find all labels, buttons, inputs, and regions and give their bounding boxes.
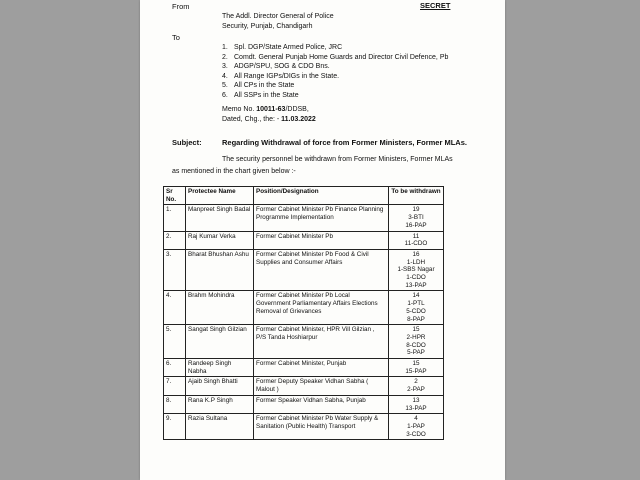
table-header-row	[164, 187, 444, 205]
withdrawn-line: 14	[412, 292, 420, 300]
withdrawn-line: 1-CDO	[406, 274, 426, 282]
withdrawn-line: 15-PAP	[405, 367, 427, 375]
recipient-item	[222, 53, 448, 63]
cell-withdrawn	[389, 395, 444, 413]
table-row	[164, 359, 444, 377]
recipient-text: All SSPs in the State	[234, 91, 299, 99]
cell-name: Raj Kumar Verka	[186, 231, 254, 249]
from-address	[222, 12, 334, 31]
cell-sr: 2.	[164, 231, 186, 249]
table-row	[164, 205, 444, 231]
withdrawn-line: 3-BTI	[408, 214, 424, 222]
dated-value: 11.03.2022	[281, 115, 316, 123]
header-to-be-withdrawn: To be withdrawn	[389, 187, 444, 205]
cell-sr: 6.	[164, 359, 186, 377]
recipient-item	[222, 72, 448, 82]
recipient-list	[222, 43, 448, 100]
memo-line	[222, 105, 316, 115]
cell-sr: 7.	[164, 377, 186, 395]
subject-label: Subject:	[172, 138, 202, 147]
recipient-text: All CPs in the State	[234, 82, 295, 89]
cell-name: Bharat Bhushan Ashu	[186, 249, 254, 291]
cell-position: Former Cabinet Minister Pb Finance Planning Programme Implementation	[254, 205, 389, 231]
withdrawn-line: 2-PAP	[407, 386, 425, 394]
withdrawn-line: 15	[412, 360, 420, 368]
withdrawn-line: 3-CDO	[406, 430, 426, 438]
recipient-item	[222, 62, 448, 72]
table-row	[164, 291, 444, 325]
recipient-item	[222, 91, 448, 101]
cell-name: Rana K.P Singh	[186, 395, 254, 413]
recipient-number: 2.	[222, 53, 228, 61]
memo-prefix: Memo No.	[222, 106, 255, 113]
from-line-1: The Addl. Director General of Police	[222, 13, 334, 20]
cell-name: Brahm Mohindra	[186, 291, 254, 325]
withdrawn-line: 13-PAP	[405, 281, 427, 289]
withdrawn-line: 11	[412, 232, 420, 240]
cell-sr: 5.	[164, 325, 186, 359]
recipient-text: All Range IGPs/DIGs in the State.	[234, 72, 340, 80]
cell-name: Ajaib Singh Bhatti	[186, 377, 254, 395]
cell-withdrawn	[389, 414, 444, 440]
header-protectee-name: Protectee Name	[186, 187, 254, 205]
table-row	[164, 414, 444, 440]
recipient-text: ADGP/SPU, SOG & CDO Bns.	[234, 63, 330, 70]
cell-sr: 3.	[164, 249, 186, 291]
withdrawn-line: 16-PAP	[405, 221, 427, 229]
table-row	[164, 231, 444, 249]
withdrawn-line: 15	[412, 326, 420, 334]
recipient-text: Comdt. General Punjab Home Guards and Director Civil Defence, Pb	[234, 53, 449, 61]
cell-withdrawn	[389, 291, 444, 325]
recipient-number: 3.	[222, 63, 228, 70]
memo-number: 10011-63	[256, 106, 286, 113]
withdrawn-line: 4	[414, 415, 418, 423]
cell-position: Former Cabinet Minister Pb Local Government Parliamentary Affairs Elections Removal of Grievances	[254, 291, 389, 325]
dated-line	[222, 115, 316, 125]
table-row	[164, 325, 444, 359]
cell-withdrawn	[389, 249, 444, 291]
document-page	[140, 0, 505, 480]
cell-name: Randeep Singh Nabha	[186, 359, 254, 377]
cell-position: Former Cabinet Minister, Punjab	[254, 359, 389, 377]
header-position: Position/Designation	[254, 187, 389, 205]
cell-name: Manpreet Singh Badal	[186, 205, 254, 231]
body-line-1: The security personnel be withdrawn from Former Ministers, Former MLAs	[222, 156, 453, 163]
withdrawn-line: 11-CDO	[404, 240, 428, 248]
withdrawn-line: 1-PTL	[407, 300, 425, 308]
cell-position: Former Deputy Speaker Vidhan Sabha ( Malout )	[254, 377, 389, 395]
withdrawn-line: 8-CDO	[406, 341, 426, 349]
withdrawn-line: 1-PAP	[407, 422, 425, 430]
cell-sr: 1.	[164, 205, 186, 231]
recipient-item	[222, 81, 448, 91]
recipient-text: Spl. DGP/State Armed Police, JRC	[234, 44, 343, 51]
cell-withdrawn	[389, 377, 444, 395]
to-label: To	[172, 33, 180, 42]
withdrawn-line: 1-SBS Nagar	[397, 266, 435, 274]
cell-withdrawn	[389, 231, 444, 249]
dated-prefix: Dated, Chg., the: -	[222, 115, 280, 123]
memo-block	[222, 105, 316, 124]
withdrawn-line: 13	[412, 396, 420, 404]
table-row	[164, 377, 444, 395]
recipient-number: 4.	[222, 72, 228, 80]
withdrawn-line: 19	[412, 206, 420, 214]
cell-withdrawn	[389, 359, 444, 377]
cell-position: Former Cabinet Minister Pb Food & Civil Supplies and Consumer Affairs	[254, 249, 389, 291]
cell-withdrawn	[389, 325, 444, 359]
withdrawal-table	[163, 186, 444, 440]
cell-sr: 4.	[164, 291, 186, 325]
table-row	[164, 249, 444, 291]
table-row	[164, 395, 444, 413]
cell-position: Former Cabinet Minister Pb	[254, 231, 389, 249]
from-label: From	[172, 2, 190, 11]
subject-text: Regarding Withdrawal of force from Former Ministers, Former MLAs.	[222, 138, 467, 147]
withdrawn-line: 16	[412, 250, 420, 258]
secret-marking: SECRET	[420, 1, 451, 10]
cell-sr: 8.	[164, 395, 186, 413]
cell-sr: 9.	[164, 414, 186, 440]
withdrawn-line: 5-PAP	[407, 349, 425, 357]
recipient-item	[222, 43, 448, 53]
cell-position: Former Speaker Vidhan Sabha, Punjab	[254, 395, 389, 413]
recipient-number: 1.	[222, 44, 228, 51]
withdrawn-line: 2	[414, 378, 418, 386]
withdrawn-line: 5-CDO	[406, 307, 426, 315]
from-line-2: Security, Punjab, Chandigarh	[222, 22, 313, 30]
withdrawn-line: 8-PAP	[407, 315, 425, 323]
memo-suffix: /DDSB,	[285, 106, 309, 113]
body-line-2: as mentioned in the chart given below :-	[172, 168, 296, 175]
recipient-number: 6.	[222, 91, 228, 99]
header-sr-no: Sr No.	[164, 187, 186, 205]
withdrawn-line: 2-HPR	[406, 333, 426, 341]
cell-name: Razia Sultana	[186, 414, 254, 440]
cell-withdrawn	[389, 205, 444, 231]
recipient-number: 5.	[222, 82, 228, 89]
withdrawn-line: 13-PAP	[405, 404, 427, 412]
withdrawn-line: 1-LDH	[406, 258, 426, 266]
cell-name: Sangat Singh Gilzian	[186, 325, 254, 359]
cell-position: Former Cabinet Minister, HPR Vill Gilzian , P/S Tanda Hoshiarpur	[254, 325, 389, 359]
cell-position: Former Cabinet Minister Pb Water Supply & Sanitation (Public Health) Transport	[254, 414, 389, 440]
